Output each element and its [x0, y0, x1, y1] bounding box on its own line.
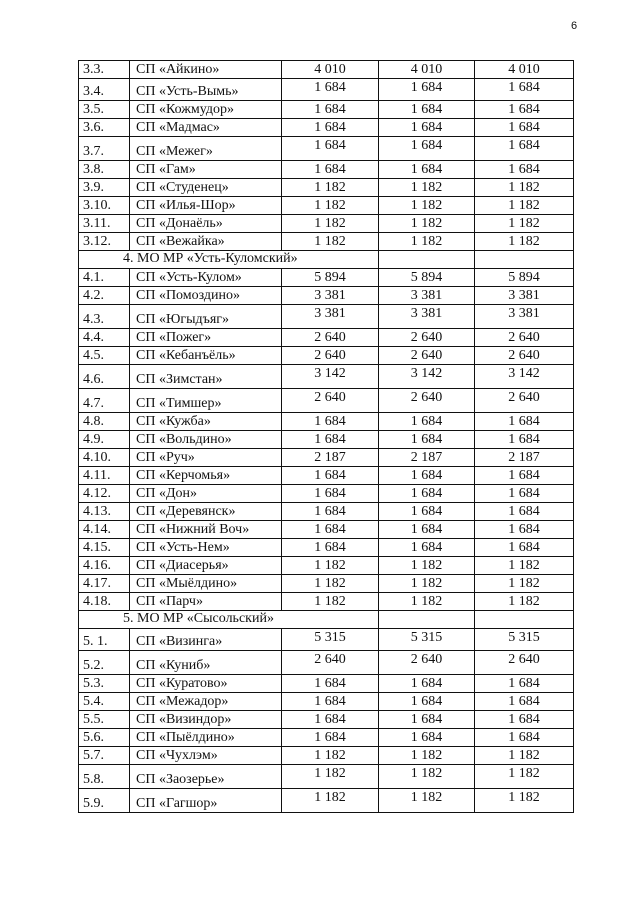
settlement-name-cell: СП «Руч»	[130, 449, 282, 467]
value-cell-2: 1 182	[379, 593, 475, 611]
table-row	[79, 61, 574, 79]
table-row	[79, 215, 574, 233]
settlement-name-cell: СП «Межадор»	[130, 693, 282, 711]
value-cell-2: 1 684	[379, 161, 475, 179]
table-row	[79, 693, 574, 711]
value-cell-3: 1 684	[475, 413, 574, 431]
value-cell-1: 3 381	[282, 305, 379, 329]
settlement-name-cell: СП «Заозерье»	[130, 765, 282, 789]
value-cell-1: 1 684	[282, 729, 379, 747]
settlement-name-cell: СП «Зимстан»	[130, 365, 282, 389]
table-row	[79, 629, 574, 651]
settlement-name-cell: СП «Визинга»	[130, 629, 282, 651]
settlement-name-cell: СП «Парч»	[130, 593, 282, 611]
value-cell-2: 1 182	[379, 233, 475, 251]
value-cell-1: 1 684	[282, 413, 379, 431]
row-number-cell: 4.1.	[79, 269, 130, 287]
value-cell-1: 1 684	[282, 119, 379, 137]
value-cell-3: 1 182	[475, 765, 574, 789]
value-cell-3: 2 640	[475, 651, 574, 675]
value-cell-3: 1 182	[475, 789, 574, 813]
value-cell-3: 2 640	[475, 347, 574, 365]
row-number-cell: 3.6.	[79, 119, 130, 137]
value-cell-3: 3 381	[475, 287, 574, 305]
value-cell-3: 1 684	[475, 539, 574, 557]
value-cell-2: 1 684	[379, 119, 475, 137]
value-cell-2: 1 182	[379, 765, 475, 789]
row-number-cell: 3.10.	[79, 197, 130, 215]
value-cell-1: 5 315	[282, 629, 379, 651]
value-cell-3: 1 182	[475, 747, 574, 765]
settlement-name-cell: СП «Кебанъёль»	[130, 347, 282, 365]
table-row	[79, 413, 574, 431]
table-row	[79, 269, 574, 287]
settlement-name-cell: СП «Диасерья»	[130, 557, 282, 575]
row-number-cell: 3.8.	[79, 161, 130, 179]
row-number-cell: 4.9.	[79, 431, 130, 449]
table-row	[79, 593, 574, 611]
value-cell-1: 1 684	[282, 79, 379, 101]
value-cell-1: 1 684	[282, 101, 379, 119]
value-cell-2: 1 684	[379, 675, 475, 693]
settlement-name-cell: СП «Вольдино»	[130, 431, 282, 449]
row-number-cell: 4.17.	[79, 575, 130, 593]
table-row	[79, 101, 574, 119]
value-cell-1: 1 684	[282, 521, 379, 539]
settlement-name-cell: СП «Пыёлдино»	[130, 729, 282, 747]
row-number-cell: 3.11.	[79, 215, 130, 233]
value-cell-3: 1 684	[475, 711, 574, 729]
value-cell-3: 2 640	[475, 329, 574, 347]
table-row	[79, 161, 574, 179]
value-cell-1: 1 182	[282, 575, 379, 593]
value-cell-1: 4 010	[282, 61, 379, 79]
settlement-name-cell: СП «Межег»	[130, 137, 282, 161]
value-cell-2: 1 182	[379, 557, 475, 575]
value-cell-1: 2 187	[282, 449, 379, 467]
value-cell-2: 1 182	[379, 575, 475, 593]
row-number-cell: 5.3.	[79, 675, 130, 693]
value-cell-1: 1 684	[282, 675, 379, 693]
value-cell-1: 5 894	[282, 269, 379, 287]
settlement-name-cell: СП «Мыёлдино»	[130, 575, 282, 593]
table-row	[79, 197, 574, 215]
value-cell-1: 1 684	[282, 503, 379, 521]
value-cell-2: 1 684	[379, 539, 475, 557]
row-number-cell: 5.7.	[79, 747, 130, 765]
value-cell-3: 1 684	[475, 503, 574, 521]
settlement-name-cell: СП «Куниб»	[130, 651, 282, 675]
settlement-name-cell: СП «Чухлэм»	[130, 747, 282, 765]
empty-cell	[379, 251, 475, 269]
value-cell-1: 1 684	[282, 711, 379, 729]
row-number-cell: 5.6.	[79, 729, 130, 747]
value-cell-3: 1 182	[475, 215, 574, 233]
value-cell-2: 1 182	[379, 747, 475, 765]
settlement-name-cell: СП «Усть-Вымь»	[130, 79, 282, 101]
row-number-cell: 5.5.	[79, 711, 130, 729]
row-number-cell: 4.2.	[79, 287, 130, 305]
value-cell-2: 1 684	[379, 711, 475, 729]
settlement-name-cell: СП «Тимшер»	[130, 389, 282, 413]
value-cell-2: 3 381	[379, 287, 475, 305]
section-header-row	[79, 611, 574, 629]
value-cell-1: 3 381	[282, 287, 379, 305]
table-row	[79, 431, 574, 449]
row-number-cell: 4.7.	[79, 389, 130, 413]
value-cell-2: 1 684	[379, 79, 475, 101]
value-cell-1: 1 684	[282, 137, 379, 161]
table-row	[79, 287, 574, 305]
table-row	[79, 729, 574, 747]
row-number-cell: 4.6.	[79, 365, 130, 389]
value-cell-2: 1 684	[379, 503, 475, 521]
row-number-cell: 3.4.	[79, 79, 130, 101]
settlement-name-cell: СП «Илья-Шор»	[130, 197, 282, 215]
settlement-name-cell: СП «Гагшор»	[130, 789, 282, 813]
settlement-name-cell: СП «Мадмас»	[130, 119, 282, 137]
value-cell-2: 1 684	[379, 693, 475, 711]
value-cell-1: 1 182	[282, 179, 379, 197]
value-cell-2: 1 182	[379, 789, 475, 813]
settlements-table	[78, 60, 574, 813]
row-number-cell: 3.7.	[79, 137, 130, 161]
row-number-cell: 3.9.	[79, 179, 130, 197]
value-cell-3: 1 684	[475, 521, 574, 539]
value-cell-1: 1 684	[282, 467, 379, 485]
value-cell-2: 2 640	[379, 389, 475, 413]
settlement-name-cell: СП «Кужба»	[130, 413, 282, 431]
table-row	[79, 137, 574, 161]
table-row	[79, 651, 574, 675]
row-number-cell: 4.16.	[79, 557, 130, 575]
row-number-cell: 4.10.	[79, 449, 130, 467]
value-cell-1: 1 684	[282, 485, 379, 503]
table-row	[79, 747, 574, 765]
row-number-cell: 5. 1.	[79, 629, 130, 651]
settlement-name-cell: СП «Керчомья»	[130, 467, 282, 485]
value-cell-3: 1 684	[475, 101, 574, 119]
row-number-cell: 4.15.	[79, 539, 130, 557]
value-cell-1: 1 182	[282, 197, 379, 215]
row-number-cell: 4.8.	[79, 413, 130, 431]
value-cell-2: 1 684	[379, 413, 475, 431]
row-number-cell: 4.5.	[79, 347, 130, 365]
value-cell-3: 1 684	[475, 729, 574, 747]
value-cell-2: 2 640	[379, 347, 475, 365]
table-row	[79, 365, 574, 389]
settlement-name-cell: СП «Донаёль»	[130, 215, 282, 233]
table-row	[79, 119, 574, 137]
settlement-name-cell: СП «Кожмудор»	[130, 101, 282, 119]
row-number-cell: 4.4.	[79, 329, 130, 347]
table-row	[79, 789, 574, 813]
value-cell-1: 1 684	[282, 539, 379, 557]
value-cell-2: 3 381	[379, 305, 475, 329]
table-row	[79, 711, 574, 729]
value-cell-2: 3 142	[379, 365, 475, 389]
row-number-cell: 3.3.	[79, 61, 130, 79]
row-number-cell: 5.9.	[79, 789, 130, 813]
row-number-cell: 4.11.	[79, 467, 130, 485]
settlement-name-cell: СП «Пожег»	[130, 329, 282, 347]
table-row	[79, 675, 574, 693]
row-number-cell: 4.14.	[79, 521, 130, 539]
table-row	[79, 503, 574, 521]
value-cell-1: 1 182	[282, 593, 379, 611]
settlement-name-cell: СП «Нижний Воч»	[130, 521, 282, 539]
settlement-name-cell: СП «Айкино»	[130, 61, 282, 79]
value-cell-3: 4 010	[475, 61, 574, 79]
table-body	[79, 61, 574, 813]
table-row	[79, 329, 574, 347]
section-header-row	[79, 251, 574, 269]
value-cell-2: 1 182	[379, 179, 475, 197]
table-row	[79, 179, 574, 197]
table-row	[79, 233, 574, 251]
value-cell-2: 1 182	[379, 215, 475, 233]
settlement-name-cell: СП «Студенец»	[130, 179, 282, 197]
table-row	[79, 305, 574, 329]
value-cell-2: 1 684	[379, 137, 475, 161]
value-cell-3: 1 684	[475, 79, 574, 101]
value-cell-1: 2 640	[282, 329, 379, 347]
value-cell-2: 1 684	[379, 431, 475, 449]
value-cell-3: 1 684	[475, 119, 574, 137]
settlement-name-cell: СП «Визиндор»	[130, 711, 282, 729]
section-title: 4. МО МР «Усть-Куломский»	[79, 251, 379, 269]
value-cell-3: 1 684	[475, 161, 574, 179]
value-cell-2: 2 187	[379, 449, 475, 467]
value-cell-1: 1 684	[282, 693, 379, 711]
value-cell-3: 1 182	[475, 197, 574, 215]
value-cell-1: 2 640	[282, 651, 379, 675]
empty-cell	[379, 611, 475, 629]
value-cell-3: 5 315	[475, 629, 574, 651]
value-cell-2: 5 894	[379, 269, 475, 287]
value-cell-3: 1 684	[475, 431, 574, 449]
value-cell-1: 1 684	[282, 431, 379, 449]
value-cell-2: 2 640	[379, 651, 475, 675]
value-cell-3: 1 684	[475, 485, 574, 503]
value-cell-3: 1 684	[475, 467, 574, 485]
row-number-cell: 4.12.	[79, 485, 130, 503]
settlement-name-cell: СП «Вежайка»	[130, 233, 282, 251]
row-number-cell: 4.3.	[79, 305, 130, 329]
row-number-cell: 4.13.	[79, 503, 130, 521]
page-number: 6	[571, 20, 578, 32]
value-cell-2: 1 684	[379, 467, 475, 485]
row-number-cell: 4.18.	[79, 593, 130, 611]
value-cell-2: 5 315	[379, 629, 475, 651]
empty-cell	[475, 251, 574, 269]
row-number-cell: 3.5.	[79, 101, 130, 119]
value-cell-2: 1 684	[379, 521, 475, 539]
value-cell-1: 1 182	[282, 747, 379, 765]
value-cell-1: 1 182	[282, 215, 379, 233]
table-row	[79, 347, 574, 365]
value-cell-3: 3 142	[475, 365, 574, 389]
value-cell-1: 2 640	[282, 347, 379, 365]
table-row	[79, 449, 574, 467]
settlement-name-cell: СП «Дон»	[130, 485, 282, 503]
settlement-name-cell: СП «Куратово»	[130, 675, 282, 693]
empty-cell	[475, 611, 574, 629]
value-cell-3: 1 182	[475, 575, 574, 593]
value-cell-1: 3 142	[282, 365, 379, 389]
value-cell-3: 2 187	[475, 449, 574, 467]
table-row	[79, 79, 574, 101]
section-title: 5. МО МР «Сысольский»	[79, 611, 379, 629]
value-cell-3: 1 684	[475, 137, 574, 161]
table-row	[79, 389, 574, 413]
value-cell-1: 1 182	[282, 557, 379, 575]
row-number-cell: 5.8.	[79, 765, 130, 789]
value-cell-1: 2 640	[282, 389, 379, 413]
value-cell-2: 1 684	[379, 485, 475, 503]
table-row	[79, 557, 574, 575]
value-cell-2: 1 684	[379, 729, 475, 747]
value-cell-3: 1 182	[475, 593, 574, 611]
value-cell-3: 1 182	[475, 179, 574, 197]
table-row	[79, 521, 574, 539]
table-row	[79, 765, 574, 789]
settlement-name-cell: СП «Помоздино»	[130, 287, 282, 305]
value-cell-3: 2 640	[475, 389, 574, 413]
value-cell-2: 4 010	[379, 61, 475, 79]
row-number-cell: 5.2.	[79, 651, 130, 675]
value-cell-3: 1 684	[475, 675, 574, 693]
value-cell-1: 1 182	[282, 765, 379, 789]
settlement-name-cell: СП «Гам»	[130, 161, 282, 179]
value-cell-1: 1 684	[282, 161, 379, 179]
value-cell-2: 1 182	[379, 197, 475, 215]
table-row	[79, 467, 574, 485]
settlement-name-cell: СП «Югыдъяг»	[130, 305, 282, 329]
value-cell-2: 2 640	[379, 329, 475, 347]
value-cell-1: 1 182	[282, 233, 379, 251]
value-cell-3: 1 182	[475, 233, 574, 251]
settlement-name-cell: СП «Деревянск»	[130, 503, 282, 521]
row-number-cell: 3.12.	[79, 233, 130, 251]
settlement-name-cell: СП «Усть-Нем»	[130, 539, 282, 557]
value-cell-3: 5 894	[475, 269, 574, 287]
settlement-name-cell: СП «Усть-Кулом»	[130, 269, 282, 287]
table-row	[79, 485, 574, 503]
value-cell-2: 1 684	[379, 101, 475, 119]
table-row	[79, 575, 574, 593]
value-cell-3: 1 684	[475, 693, 574, 711]
value-cell-3: 1 182	[475, 557, 574, 575]
value-cell-1: 1 182	[282, 789, 379, 813]
row-number-cell: 5.4.	[79, 693, 130, 711]
value-cell-3: 3 381	[475, 305, 574, 329]
table-row	[79, 539, 574, 557]
